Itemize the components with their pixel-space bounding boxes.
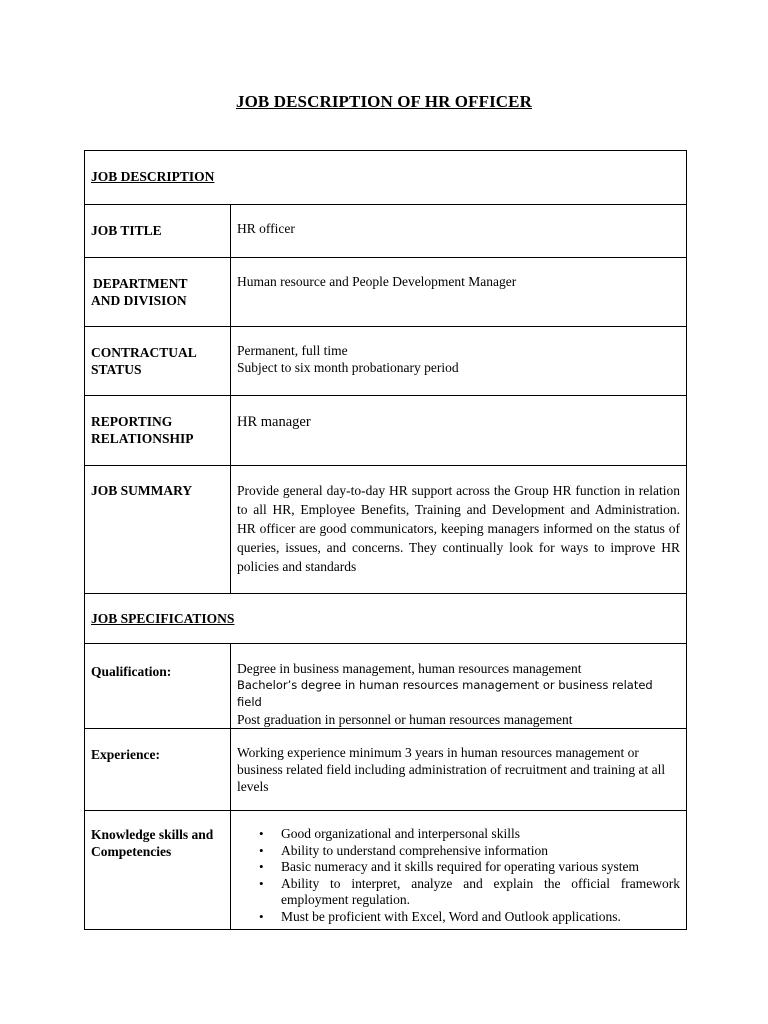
job-summary-label-cell	[85, 466, 231, 594]
job-specifications-heading-cell	[85, 594, 687, 644]
experience-label: Experience:	[91, 747, 160, 762]
table-row	[85, 811, 687, 930]
contractual-status-label-line1: CONTRACTUAL	[91, 345, 197, 360]
job-summary-value-cell	[231, 466, 687, 594]
contractual-status-label-line2: STATUS	[91, 362, 142, 377]
section-heading-job-specifications: JOB SPECIFICATIONS	[91, 611, 235, 626]
department-value: Human resource and People Development Manager	[237, 274, 517, 289]
job-description-table	[84, 150, 687, 930]
section-heading-job-description: JOB DESCRIPTION	[91, 169, 215, 184]
contractual-status-label-cell	[85, 327, 231, 396]
department-label-line1: DEPARTMENT	[93, 276, 188, 291]
qualification-value-line3: Post graduation in personnel or human resources management	[237, 712, 573, 727]
job-summary-text: Provide general day-to-day HR support across the Group HR function in relation to all HR, Employee Benefits, Training and Development and Administration. HR officer are good communicators, keeping managers informed on the status of queries, issues, and concerns. They continually look for ways to improve HR policies and standards	[237, 483, 680, 574]
knowledge-label-cell	[85, 811, 231, 930]
knowledge-value-cell	[231, 811, 687, 930]
knowledge-label-line1: Knowledge skills and	[91, 827, 214, 842]
reporting-label-line2: RELATIONSHIP	[91, 431, 194, 446]
reporting-label-line1: REPORTING	[91, 414, 173, 429]
reporting-value: HR manager	[237, 414, 311, 430]
list-item: • Basic numeracy and it skills required for operating various system	[259, 859, 640, 874]
table-row	[85, 729, 687, 811]
job-summary-label: JOB SUMMARY	[91, 483, 193, 498]
qualification-value-cell	[231, 644, 687, 729]
table-row	[85, 258, 687, 327]
list-item: • Ability to understand comprehensive information	[259, 842, 548, 858]
table-row	[85, 396, 687, 466]
list-item: • Ability to interpret, analyze and explain the official framework employment regulation.	[259, 875, 680, 907]
experience-text: Working experience minimum 3 years in human resources management or business related field including administration of recruitment and training at all levels	[237, 745, 666, 794]
reporting-label-cell	[85, 396, 231, 466]
table-row	[85, 466, 687, 594]
qualification-value-line1: Degree in business management, human resources management	[237, 661, 582, 676]
contractual-status-value-line1: Permanent, full time	[237, 343, 348, 358]
table-row	[85, 205, 687, 258]
experience-value-cell	[231, 729, 687, 811]
reporting-value-cell	[231, 396, 687, 466]
knowledge-label-line2: Competencies	[91, 844, 172, 859]
list-item: • Good organizational and interpersonal skills	[259, 826, 520, 841]
bullet-icon: •	[259, 859, 264, 874]
department-label-cell	[85, 258, 231, 327]
qualification-value-line2: Bachelor’s degree in human resources management or business related field	[237, 678, 653, 709]
list-item: • Must be proficient with Excel, Word and Outlook applications.	[259, 908, 621, 924]
table-row	[85, 594, 687, 644]
skills-list	[237, 826, 680, 925]
job-description-heading-cell	[85, 151, 687, 205]
table-row	[85, 151, 687, 205]
table-row	[85, 644, 687, 729]
job-title-label: JOB TITLE	[91, 223, 162, 238]
bullet-icon: •	[259, 826, 264, 841]
qualification-label-cell	[85, 644, 231, 729]
bullet-icon: •	[259, 908, 264, 924]
bullet-icon: •	[259, 875, 264, 891]
department-value-cell	[231, 258, 687, 327]
contractual-status-value-cell	[231, 327, 687, 396]
bullet-icon: •	[259, 842, 264, 858]
job-title-value-cell	[231, 205, 687, 258]
qualification-label: Qualification:	[91, 664, 172, 679]
job-title-label-cell	[85, 205, 231, 258]
document-title: JOB DESCRIPTION OF HR OFFICER	[235, 92, 533, 111]
job-title-value: HR officer	[237, 221, 295, 236]
experience-label-cell	[85, 729, 231, 811]
contractual-status-value-line2: Subject to six month probationary period	[237, 360, 459, 375]
department-label-line2: AND DIVISION	[91, 293, 187, 308]
table-row	[85, 327, 687, 396]
